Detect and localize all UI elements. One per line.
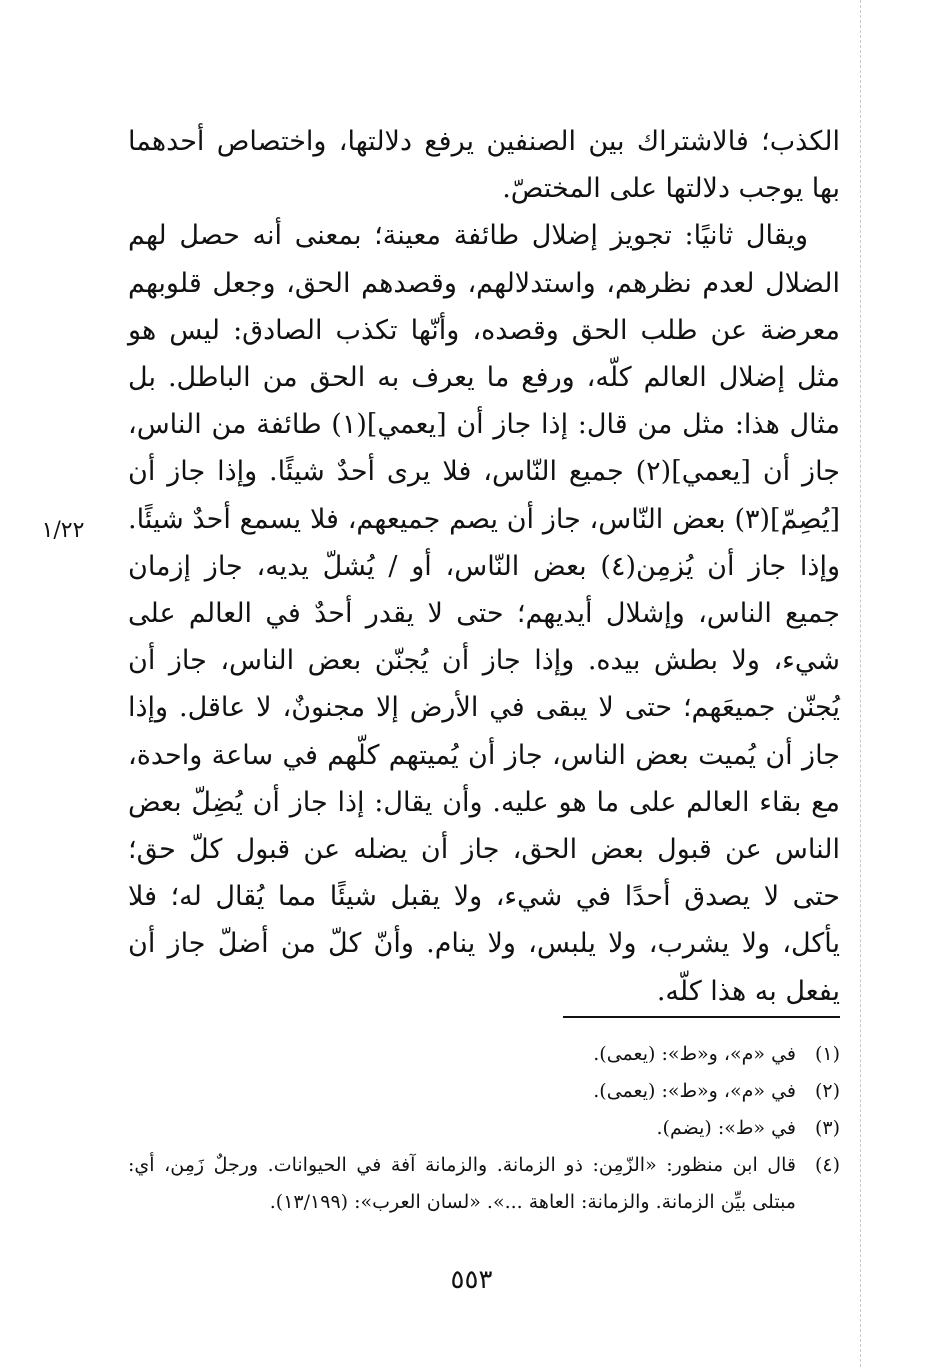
paragraph-1: الكذب؛ فالاشتراك بين الصنفين يرفع دلالتها، واختصاص أحدهما بها يوجب دلالتها على المختصّ. [128, 126, 840, 205]
paragraph-2: ويقال ثانيًا: تجويز إضلال طائفة معينة؛ بمعنى أنه حصل لهم الضلال لعدم نظرهم، واستدلالهم، وقصدهم الحق، وجعل قلوبهم معرضة عن طلب الحق وقصده، وأنّها تكذب الصادق: ليس هو مثل إضلال العالم كلّه، ورفع ما يعرف به الحق من الباطل. بل مثال هذا: مثل من قال: إذا جاز أن [يعمي](١) طائفة من الناس، جاز أن [يعمي](٢) جميع النّاس، فلا يرى أحدٌ شيئًا. وإذا جاز أن [يُصِمّ](٣) بعض النّاس، جاز أن يصم جميعهم، فلا يسمع أحدٌ شيئًا. وإذا جاز أن يُزمِن(٤) بعض النّاس، أو / يُشلّ يديه، جاز إزمان جميع الناس، وإشلال أيديهم؛ حتى لا يقدر أحدٌ في العالم على شيء، ولا بطش بيده. وإذا جاز أن يُجنّن بعض الناس، جاز أن يُجنّن جميعَهم؛ حتى لا يبقى في الأرض إلا مجنونٌ، لا عاقل. وإذا جاز أن يُميت بعض الناس، جاز أن يُميتهم كلّهم في ساعة واحدة، مع بقاء العالم على ما هو عليه. وأن يقال: إذا جاز أن يُضِلّ بعض الناس عن قبول بعض الحق، جاز أن يضله عن قبول كلّ حق؛ حتى لا يصدق أحدًا في شيء، ولا يقبل شيئًا مما يُقال له؛ فلا يأكل، ولا يشرب، ولا يلبس، ولا ينام. وأنّ كلّ من أضلّ جاز أن يفعل به هذا كلّه. [128, 220, 841, 1007]
main-text [128, 118, 840, 1015]
footnote-number: (٤) [814, 1154, 840, 1176]
footnote-1 [128, 1036, 840, 1073]
footnote-number: (١) [814, 1043, 840, 1065]
footnotes [128, 1036, 840, 1221]
footnote-number: (٢) [814, 1080, 840, 1102]
footnote-number: (٣) [814, 1117, 840, 1139]
footnote-text: في «م»، و«ط»: (يعمى). [593, 1080, 796, 1102]
footnote-text: في «ط»: (يضم). [656, 1117, 796, 1139]
footnote-text: قال ابن منظور: «الزّمِن: ذو الزمانة. والزمانة آفة في الحيوانات. ورجلٌ زَمِن، أي: مبتلى بيِّن الزمانة. والزمانة: العاهة ...». «لسان العرب»: (١٣/١٩٩). [128, 1154, 796, 1213]
footnote-divider [563, 1016, 840, 1018]
footnote-2 [128, 1073, 840, 1110]
manuscript-folio-marker: ١/٢٢ [41, 518, 85, 543]
footnote-4 [128, 1147, 840, 1221]
page-edge-line [860, 0, 861, 1367]
footnote-text: في «م»، و«ط»: (يعمى). [593, 1043, 796, 1065]
footnote-3 [128, 1110, 840, 1147]
page-number: ٥٥٣ [450, 1265, 493, 1295]
